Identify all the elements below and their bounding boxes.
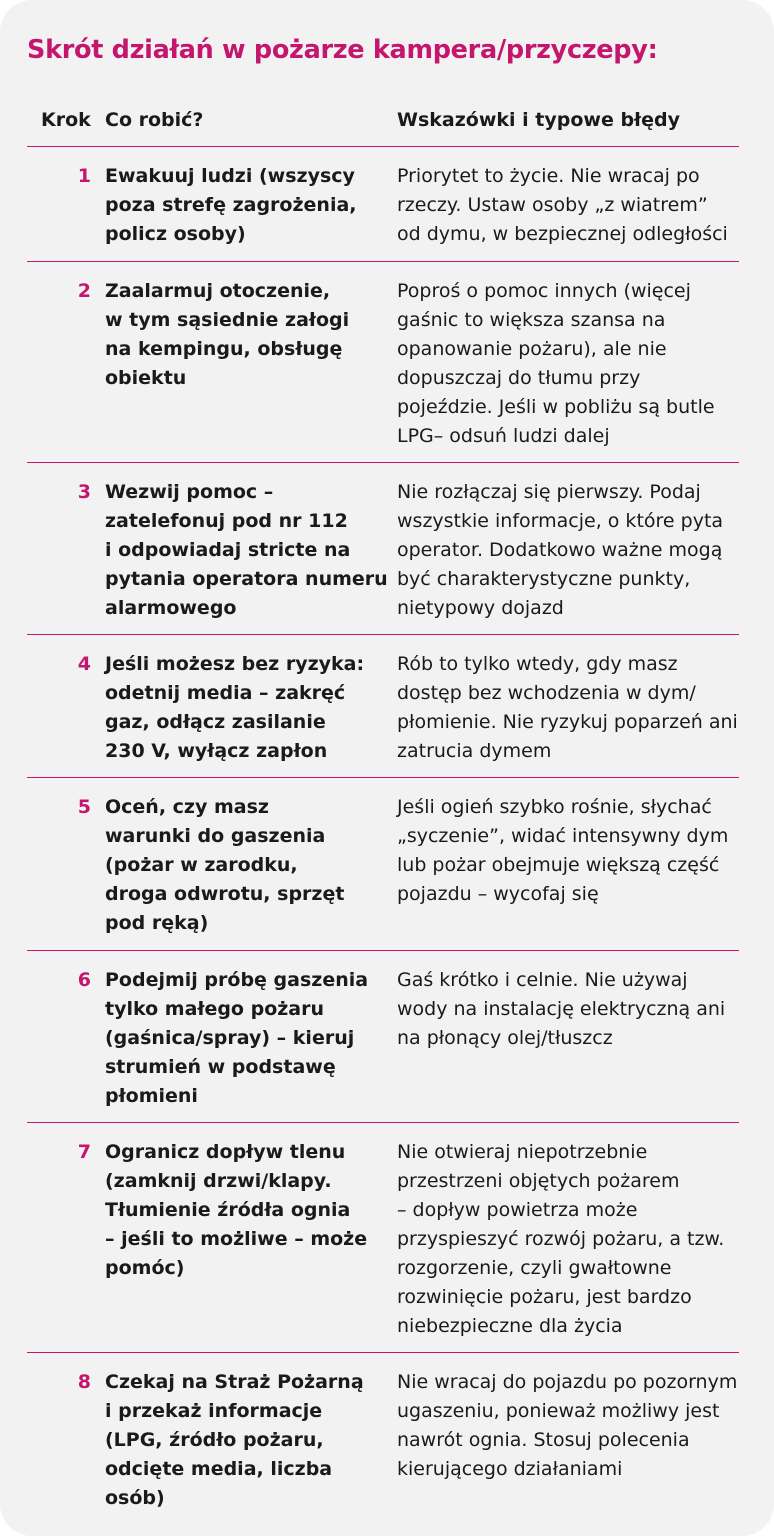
tip-line: dopuszczaj do tłumu przy	[397, 367, 641, 389]
row-divider	[27, 1352, 739, 1353]
step-action	[105, 650, 380, 766]
step-tips	[397, 1138, 742, 1341]
action-line: odcięte media, liczba	[105, 1458, 333, 1480]
step-tips	[397, 162, 742, 249]
tip-line: być charakterystyczne punkty,	[397, 568, 691, 590]
tip-line: Nie rozłączaj się pierwszy. Podaj	[397, 481, 701, 503]
page-title: Skrót działań w pożarze kampera/przyczepy:	[27, 35, 658, 65]
tip-line: przestrzeni objętych pożarem	[397, 1170, 680, 1192]
step-action	[105, 478, 388, 623]
tip-line: operator. Dodatkowo ważne mogą	[397, 539, 723, 561]
tip-line: Priorytet to życie. Nie wracaj po	[397, 165, 700, 187]
tip-line: lub pożar obejmuje większą część	[397, 854, 720, 876]
step-number: 8	[77, 1371, 91, 1393]
action-line: pytania operatora numeru	[105, 568, 388, 590]
column-header-step: Krok	[41, 109, 91, 131]
action-line: pomóc)	[105, 1257, 185, 1279]
tip-line: wszystkie informacje, o które pyta	[397, 510, 724, 532]
tip-line: nawrót ognia. Stosuj polecenia	[397, 1429, 690, 1451]
step-number: 7	[77, 1141, 91, 1163]
step-tips	[397, 478, 742, 623]
tip-line: na płonący olej/tłuszcz	[397, 1027, 613, 1049]
tip-line: przyspieszyć rozwój pożaru, a tzw.	[397, 1228, 725, 1250]
tip-line: rozwinięcie pożaru, jest bardzo	[397, 1286, 692, 1308]
row-divider	[27, 1122, 739, 1123]
step-tips	[397, 793, 742, 909]
action-line: (gaśnica/spray) – kieruj	[105, 1027, 355, 1049]
tip-line: opanowanie pożaru), ale nie	[397, 338, 667, 360]
action-line: osób)	[105, 1487, 165, 1509]
tip-line: rzeczy. Ustaw osoby „z wiatrem”	[397, 194, 708, 216]
step-number: 2	[77, 280, 91, 302]
action-line: alarmowego	[105, 597, 237, 619]
action-line: – jeśli to możliwe – może	[105, 1228, 368, 1250]
tip-line: nietypowy dojazd	[397, 597, 564, 619]
action-line: Oceń, czy masz	[105, 796, 269, 818]
step-action	[105, 1138, 380, 1283]
action-line: tylko małego pożaru	[105, 998, 325, 1020]
action-line: Podejmij próbę gaszenia	[105, 969, 369, 991]
tip-line: pojeździe. Jeśli w pobliżu są butle	[397, 396, 715, 418]
action-line: Ogranicz dopływ tlenu	[105, 1141, 346, 1163]
action-line: Jeśli możesz bez ryzyka:	[105, 653, 365, 675]
action-line: gaz, odłącz zasilanie	[105, 711, 326, 733]
tip-line: niebezpieczne dla życia	[397, 1315, 623, 1337]
action-line: 230 V, wyłącz zapłon	[105, 740, 328, 762]
tip-line: Nie wracaj do pojazdu po pozornym	[397, 1371, 738, 1393]
tip-line: rozgorzenie, czyli gwałtowne	[397, 1257, 672, 1279]
step-action	[105, 277, 380, 393]
action-line: droga odwrotu, sprzęt	[105, 883, 345, 905]
tip-line: zatrucia dymem	[397, 740, 552, 762]
action-line: poza strefę zagrożenia,	[105, 194, 357, 216]
action-line: Zaalarmuj otoczenie,	[105, 280, 331, 302]
action-line: i odpowiadaj stricte na	[105, 539, 351, 561]
tip-line: Gaś krótko i celnie. Nie używaj	[397, 969, 688, 991]
step-number: 6	[77, 969, 91, 991]
action-line: na kempingu, obsługę	[105, 338, 343, 360]
step-tips	[397, 966, 742, 1053]
tip-line: Poproś o pomoc innych (więcej	[397, 280, 691, 302]
step-tips	[397, 650, 742, 766]
row-divider	[27, 462, 739, 463]
action-line: zatelefonuj pod nr 112	[105, 510, 348, 532]
action-line: Tłumienie źródła ognia	[105, 1199, 351, 1221]
column-header-tips: Wskazówki i typowe błędy	[397, 109, 680, 131]
action-line: i przekaż informacje	[105, 1400, 323, 1422]
step-number: 4	[77, 653, 91, 675]
row-divider	[27, 777, 739, 778]
tip-line: ugaszeniu, ponieważ możliwy jest	[397, 1400, 720, 1422]
action-line: (pożar w zarodku,	[105, 854, 298, 876]
action-line: płomieni	[105, 1085, 198, 1107]
action-line: Ewakuuj ludzi (wszyscy	[105, 165, 355, 187]
tip-line: Rób to tylko wtedy, gdy masz	[397, 653, 678, 675]
step-action	[105, 966, 380, 1111]
action-line: (zamknij drzwi/klapy.	[105, 1170, 332, 1192]
action-line: obiektu	[105, 367, 187, 389]
tip-line: Jeśli ogień szybko rośnie, słychać	[397, 796, 712, 818]
tip-line: LPG– odsuń ludzi dalej	[397, 425, 610, 447]
action-line: Wezwij pomoc –	[105, 481, 274, 503]
tip-line: kierującego działaniami	[397, 1458, 623, 1480]
tip-line: wody na instalację elektryczną ani	[397, 998, 726, 1020]
tip-line: gaśnic to większa szansa na	[397, 309, 666, 331]
column-header-action: Co robić?	[105, 109, 204, 131]
row-divider	[27, 146, 739, 147]
action-line: pod ręką)	[105, 912, 209, 934]
row-divider	[27, 261, 739, 262]
step-number: 5	[77, 796, 91, 818]
action-line: strumień w podstawę	[105, 1056, 336, 1078]
tip-line: płomienie. Nie ryzykuj poparzeń ani	[397, 711, 738, 733]
tip-line: Nie otwieraj niepotrzebnie	[397, 1141, 648, 1163]
action-line: (LPG, źródło pożaru,	[105, 1429, 324, 1451]
step-action	[105, 1368, 380, 1513]
action-line: w tym sąsiednie załogi	[105, 309, 350, 331]
row-divider	[27, 950, 739, 951]
tip-line: pojazdu – wycofaj się	[397, 883, 599, 905]
tip-line: – dopływ powietrza może	[397, 1199, 638, 1221]
action-line: policz osoby)	[105, 223, 246, 245]
tip-line: dostęp bez wchodzenia w dym/	[397, 682, 696, 704]
step-number: 3	[77, 481, 91, 503]
step-number: 1	[77, 165, 91, 187]
action-line: odetnij media – zakręć	[105, 682, 346, 704]
tip-line: od dymu, w bezpiecznej odległości	[397, 223, 728, 245]
row-divider	[27, 634, 739, 635]
tip-line: „syczenie”, widać intensywny dym	[397, 825, 729, 847]
step-action	[105, 162, 380, 249]
step-tips	[397, 1368, 742, 1484]
action-line: Czekaj na Straż Pożarną	[105, 1371, 364, 1393]
step-tips	[397, 277, 742, 451]
step-action	[105, 793, 380, 938]
action-line: warunki do gaszenia	[105, 825, 326, 847]
